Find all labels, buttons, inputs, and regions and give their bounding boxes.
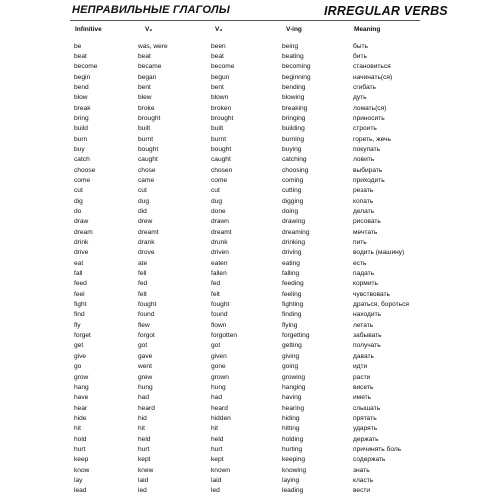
verb-row	[72, 290, 432, 300]
v-ing-cell: keeping	[282, 456, 306, 464]
v2-cell: grew	[138, 373, 153, 381]
v3-cell: begun	[211, 73, 230, 81]
infinitive-cell: keep	[74, 456, 89, 464]
verb-row	[72, 414, 432, 424]
verb-row	[72, 352, 432, 362]
v2-cell: did	[138, 208, 147, 215]
verb-row	[72, 166, 432, 176]
v2-cell: heard	[138, 404, 155, 412]
infinitive-cell: beat	[74, 52, 87, 60]
column-header-v-ing: V-ing	[286, 26, 302, 33]
infinitive-cell: draw	[74, 218, 89, 226]
v2-cell: drank	[138, 239, 155, 247]
meaning-cell: выбирать	[353, 166, 383, 174]
verb-row	[72, 52, 432, 62]
infinitive-cell: feed	[74, 280, 87, 288]
v2-cell: bent	[138, 83, 151, 91]
infinitive-cell: lay	[74, 476, 83, 484]
verb-row	[72, 279, 432, 289]
v-ing-cell: buying	[282, 145, 302, 153]
meaning-cell: рисовать	[353, 218, 381, 226]
verb-row	[72, 486, 432, 496]
v-ing-cell: drawing	[282, 218, 306, 226]
v-ing-cell: knowing	[282, 466, 307, 474]
v3-cell: fought	[211, 301, 230, 309]
verb-row	[72, 466, 432, 476]
v2-cell: blew	[138, 94, 152, 102]
verb-row	[72, 310, 432, 320]
v-ing-cell: hitting	[282, 425, 300, 433]
v2-cell: hurt	[138, 445, 150, 453]
infinitive-cell: fly	[74, 321, 81, 329]
verb-row	[72, 300, 432, 310]
meaning-cell: строить	[353, 125, 377, 133]
meaning-cell: ломать(ся)	[353, 104, 387, 112]
infinitive-cell: be	[74, 42, 82, 50]
meaning-cell: ударять	[353, 425, 378, 433]
title-english: IRREGULAR VERBS	[324, 4, 448, 18]
v-ing-cell: feeding	[282, 280, 304, 288]
meaning-cell: знать	[353, 466, 370, 474]
meaning-cell: прятать	[353, 414, 377, 422]
v3-cell: fallen	[211, 270, 227, 278]
v-ing-cell: being	[282, 42, 299, 50]
v2-cell: chose	[138, 166, 156, 174]
infinitive-cell: dig	[74, 197, 83, 205]
v-ing-cell: flying	[282, 321, 298, 329]
v3-cell: felt	[211, 290, 220, 298]
v-ing-cell: building	[282, 125, 305, 133]
v-ing-cell: growing	[282, 373, 306, 381]
column-header-v2: V₂	[145, 26, 153, 33]
v-ing-cell: beating	[282, 52, 304, 60]
infinitive-cell: hit	[74, 425, 81, 433]
v-ing-cell: catching	[282, 156, 307, 164]
meaning-cell: иметь	[353, 394, 372, 402]
v3-cell: fed	[211, 280, 221, 288]
v2-cell: began	[138, 73, 157, 81]
v2-cell: built	[138, 125, 151, 133]
meaning-cell: падать	[353, 270, 375, 278]
infinitive-cell: dream	[74, 228, 93, 236]
infinitive-cell: drive	[74, 249, 89, 257]
infinitive-cell: come	[74, 176, 91, 184]
meaning-cell: копать	[353, 197, 374, 205]
v2-cell: drew	[138, 218, 153, 226]
v-ing-cell: becoming	[282, 63, 311, 71]
v2-cell: hung	[138, 383, 153, 391]
infinitive-cell: fall	[74, 270, 83, 278]
infinitive-cell: catch	[74, 156, 90, 164]
verb-row	[72, 445, 432, 455]
verb-row	[72, 176, 432, 186]
verb-row	[72, 259, 432, 269]
v-ing-cell: burning	[282, 135, 304, 143]
verb-row	[72, 341, 432, 351]
v-ing-cell: feeling	[282, 290, 302, 298]
infinitive-cell: bring	[74, 114, 89, 122]
v-ing-cell: falling	[282, 270, 300, 278]
v3-cell: hit	[211, 425, 218, 433]
v2-cell: fell	[138, 270, 147, 278]
infinitive-cell: hang	[74, 383, 89, 391]
infinitive-cell: break	[74, 104, 91, 112]
infinitive-cell: grow	[74, 373, 89, 381]
meaning-cell: делать	[353, 208, 375, 215]
v3-cell: drawn	[211, 218, 229, 226]
verb-row	[72, 104, 432, 114]
meaning-cell: сгибать	[353, 83, 376, 91]
meaning-cell: висеть	[353, 383, 374, 391]
infinitive-cell: choose	[74, 166, 96, 174]
v3-cell: cut	[211, 187, 220, 195]
verb-row	[72, 155, 432, 165]
meaning-cell: начинать(ся)	[353, 73, 393, 81]
v2-cell: went	[138, 363, 152, 371]
verb-row	[72, 476, 432, 486]
verb-row	[72, 73, 432, 83]
meaning-cell: держать	[353, 435, 379, 443]
v2-cell: laid	[138, 476, 149, 484]
v2-cell: dug	[138, 197, 150, 205]
verb-row	[72, 455, 432, 465]
v-ing-cell: holding	[282, 435, 304, 443]
v3-cell: had	[211, 394, 223, 402]
v-ing-cell: hurting	[282, 445, 303, 453]
verb-row	[72, 83, 432, 93]
v-ing-cell: eating	[282, 259, 300, 267]
v2-cell: dreamt	[138, 228, 159, 236]
meaning-cell: слышать	[353, 404, 381, 412]
meaning-cell: чувствовать	[353, 290, 390, 298]
v2-cell: cut	[138, 187, 147, 195]
v-ing-cell: bringing	[282, 114, 306, 122]
column-header-meaning: Meaning	[354, 26, 381, 33]
v3-cell: heard	[211, 404, 228, 412]
v3-cell: led	[211, 487, 220, 495]
v3-cell: bent	[211, 83, 224, 91]
v-ing-cell: having	[282, 394, 302, 402]
v-ing-cell: hiding	[282, 414, 300, 422]
v2-cell: caught	[138, 156, 158, 164]
meaning-cell: идти	[353, 363, 368, 371]
v3-cell: flown	[211, 321, 227, 329]
v-ing-cell: digging	[282, 197, 304, 205]
meaning-cell: приносить	[353, 114, 385, 122]
infinitive-cell: have	[74, 394, 89, 402]
v3-cell: built	[211, 125, 224, 133]
verb-row	[72, 145, 432, 155]
meaning-cell: ловить	[353, 156, 375, 164]
v-ing-cell: drinking	[282, 239, 306, 247]
v-ing-cell: forgetting	[282, 332, 310, 340]
v3-cell: forgotten	[211, 332, 238, 340]
verb-row	[72, 62, 432, 72]
v3-cell: burnt	[211, 135, 227, 143]
v3-cell: blown	[211, 94, 229, 102]
v2-cell: became	[138, 63, 162, 71]
v3-cell: done	[211, 208, 226, 215]
v2-cell: kept	[138, 456, 151, 464]
v-ing-cell: driving	[282, 249, 302, 257]
v3-cell: kept	[211, 456, 224, 464]
v2-cell: knew	[138, 466, 154, 474]
v-ing-cell: hearing	[282, 404, 304, 412]
v-ing-cell: fighting	[282, 301, 304, 309]
infinitive-cell: blow	[74, 94, 88, 102]
verb-row	[72, 207, 432, 217]
meaning-cell: расти	[353, 373, 371, 381]
verb-row	[72, 42, 432, 52]
v-ing-cell: hanging	[282, 383, 306, 391]
v3-cell: brought	[211, 114, 234, 122]
v3-cell: caught	[211, 156, 231, 164]
v2-cell: bought	[138, 145, 159, 153]
v2-cell: burnt	[138, 135, 154, 143]
infinitive-cell: begin	[74, 73, 91, 81]
v-ing-cell: finding	[282, 311, 302, 319]
meaning-cell: водить (машину)	[353, 249, 405, 257]
verb-row	[72, 393, 432, 403]
verb-row	[72, 383, 432, 393]
v2-cell: felt	[138, 290, 147, 298]
meaning-cell: пить	[353, 239, 367, 247]
v2-cell: hid	[138, 414, 147, 422]
v2-cell: held	[138, 435, 151, 443]
verb-row	[72, 114, 432, 124]
meaning-cell: вести	[353, 487, 371, 495]
verb-row	[72, 424, 432, 434]
meaning-cell: летать	[353, 321, 374, 329]
v-ing-cell: dreaming	[282, 228, 310, 236]
v3-cell: given	[211, 352, 227, 360]
v3-cell: come	[211, 176, 228, 184]
infinitive-cell: become	[74, 63, 98, 71]
v3-cell: held	[211, 435, 224, 443]
meaning-cell: быть	[353, 42, 368, 50]
v-ing-cell: laying	[282, 476, 300, 484]
infinitive-cell: fight	[74, 301, 87, 309]
title-russian: НЕПРАВИЛЬНЫЕ ГЛАГОЛЫ	[72, 4, 230, 16]
verb-row	[72, 186, 432, 196]
infinitive-cell: hurt	[74, 445, 86, 453]
v2-cell: hit	[138, 425, 145, 433]
v2-cell: brought	[138, 114, 161, 122]
verb-row	[72, 321, 432, 331]
infinitive-cell: hide	[74, 414, 87, 422]
v3-cell: laid	[211, 476, 222, 484]
verb-row	[72, 331, 432, 341]
v3-cell: drunk	[211, 239, 228, 247]
v2-cell: ate	[138, 259, 148, 267]
meaning-cell: кормить	[353, 280, 378, 288]
meaning-cell: резать	[353, 187, 374, 195]
v2-cell: fought	[138, 301, 157, 309]
meaning-cell: есть	[353, 259, 367, 267]
meaning-cell: находить	[353, 311, 382, 319]
meaning-cell: забывать	[353, 332, 382, 340]
verb-row	[72, 248, 432, 258]
v3-cell: beat	[211, 52, 224, 60]
verb-row	[72, 217, 432, 227]
v3-cell: hung	[211, 383, 226, 391]
infinitive-cell: bend	[74, 83, 89, 91]
verb-row	[72, 362, 432, 372]
v3-cell: got	[211, 342, 221, 350]
meaning-cell: давать	[353, 352, 374, 360]
v-ing-cell: blowing	[282, 94, 305, 102]
v-ing-cell: bending	[282, 83, 306, 91]
v2-cell: gave	[138, 352, 153, 360]
meaning-cell: класть	[353, 476, 374, 484]
meaning-cell: дуть	[353, 94, 367, 102]
header-divider	[70, 20, 420, 21]
verb-row	[72, 135, 432, 145]
v3-cell: driven	[211, 249, 229, 257]
meaning-cell: драться, бороться	[353, 301, 409, 309]
v3-cell: dreamt	[211, 228, 232, 236]
v2-cell: was, were	[138, 42, 168, 50]
v2-cell: fed	[138, 280, 148, 288]
v3-cell: hurt	[211, 445, 223, 453]
verb-row	[72, 124, 432, 134]
meaning-cell: становиться	[353, 63, 391, 71]
v3-cell: broken	[211, 104, 232, 112]
v2-cell: came	[138, 176, 155, 184]
v2-cell: found	[138, 311, 155, 319]
v3-cell: found	[211, 311, 228, 319]
v-ing-cell: doing	[282, 208, 299, 215]
v3-cell: grown	[211, 373, 229, 381]
v3-cell: gone	[211, 363, 226, 371]
infinitive-cell: cut	[74, 187, 83, 195]
verb-row	[72, 93, 432, 103]
meaning-cell: приходить	[353, 176, 385, 184]
v3-cell: chosen	[211, 166, 233, 174]
infinitive-cell: know	[74, 466, 90, 474]
infinitive-cell: hear	[74, 404, 88, 412]
meaning-cell: бить	[353, 52, 367, 60]
v-ing-cell: giving	[282, 352, 300, 360]
meaning-cell: мечтать	[353, 228, 378, 236]
v2-cell: drove	[138, 249, 155, 257]
infinitive-cell: burn	[74, 135, 88, 143]
infinitive-cell: buy	[74, 145, 85, 153]
v-ing-cell: leading	[282, 487, 304, 495]
v3-cell: bought	[211, 145, 232, 153]
v3-cell: hidden	[211, 414, 231, 422]
verb-row	[72, 435, 432, 445]
verb-rows	[72, 42, 432, 497]
verb-row	[72, 238, 432, 248]
v2-cell: led	[138, 487, 147, 495]
v-ing-cell: breaking	[282, 104, 308, 112]
verb-row	[72, 228, 432, 238]
v2-cell: had	[138, 394, 150, 402]
verb-row	[72, 373, 432, 383]
v-ing-cell: cutting	[282, 187, 302, 195]
infinitive-cell: lead	[74, 487, 87, 495]
v-ing-cell: coming	[282, 176, 304, 184]
v3-cell: eaten	[211, 259, 228, 267]
infinitive-cell: get	[74, 342, 84, 350]
meaning-cell: получать	[353, 342, 381, 350]
infinitive-cell: build	[74, 125, 88, 133]
verb-row	[72, 197, 432, 207]
v2-cell: flew	[138, 321, 150, 329]
v-ing-cell: getting	[282, 342, 302, 350]
meaning-cell: причинять боль	[353, 445, 402, 453]
v-ing-cell: choosing	[282, 166, 309, 174]
meaning-cell: содержать	[353, 456, 386, 464]
v3-cell: become	[211, 63, 235, 71]
infinitive-cell: give	[74, 352, 87, 360]
v3-cell: known	[211, 466, 231, 474]
v3-cell: dug	[211, 197, 223, 205]
column-header-infinitive: Infinitive	[75, 26, 102, 33]
verb-row	[72, 269, 432, 279]
infinitive-cell: eat	[74, 259, 84, 267]
infinitive-cell: forget	[74, 332, 91, 340]
meaning-cell: гореть, жечь	[353, 135, 391, 143]
infinitive-cell: drink	[74, 239, 89, 247]
infinitive-cell: go	[74, 363, 82, 371]
v-ing-cell: going	[282, 363, 299, 371]
infinitive-cell: hold	[74, 435, 87, 443]
v-ing-cell: beginning	[282, 73, 311, 81]
v2-cell: forgot	[138, 332, 155, 340]
column-header-v3: V₃	[215, 26, 223, 33]
v2-cell: beat	[138, 52, 151, 60]
meaning-cell: покупать	[353, 145, 381, 153]
infinitive-cell: do	[74, 208, 82, 215]
infinitive-cell: feel	[74, 290, 85, 298]
verb-row	[72, 404, 432, 414]
v2-cell: got	[138, 342, 148, 350]
infinitive-cell: find	[74, 311, 85, 319]
v3-cell: been	[211, 42, 226, 50]
v2-cell: broke	[138, 104, 155, 112]
